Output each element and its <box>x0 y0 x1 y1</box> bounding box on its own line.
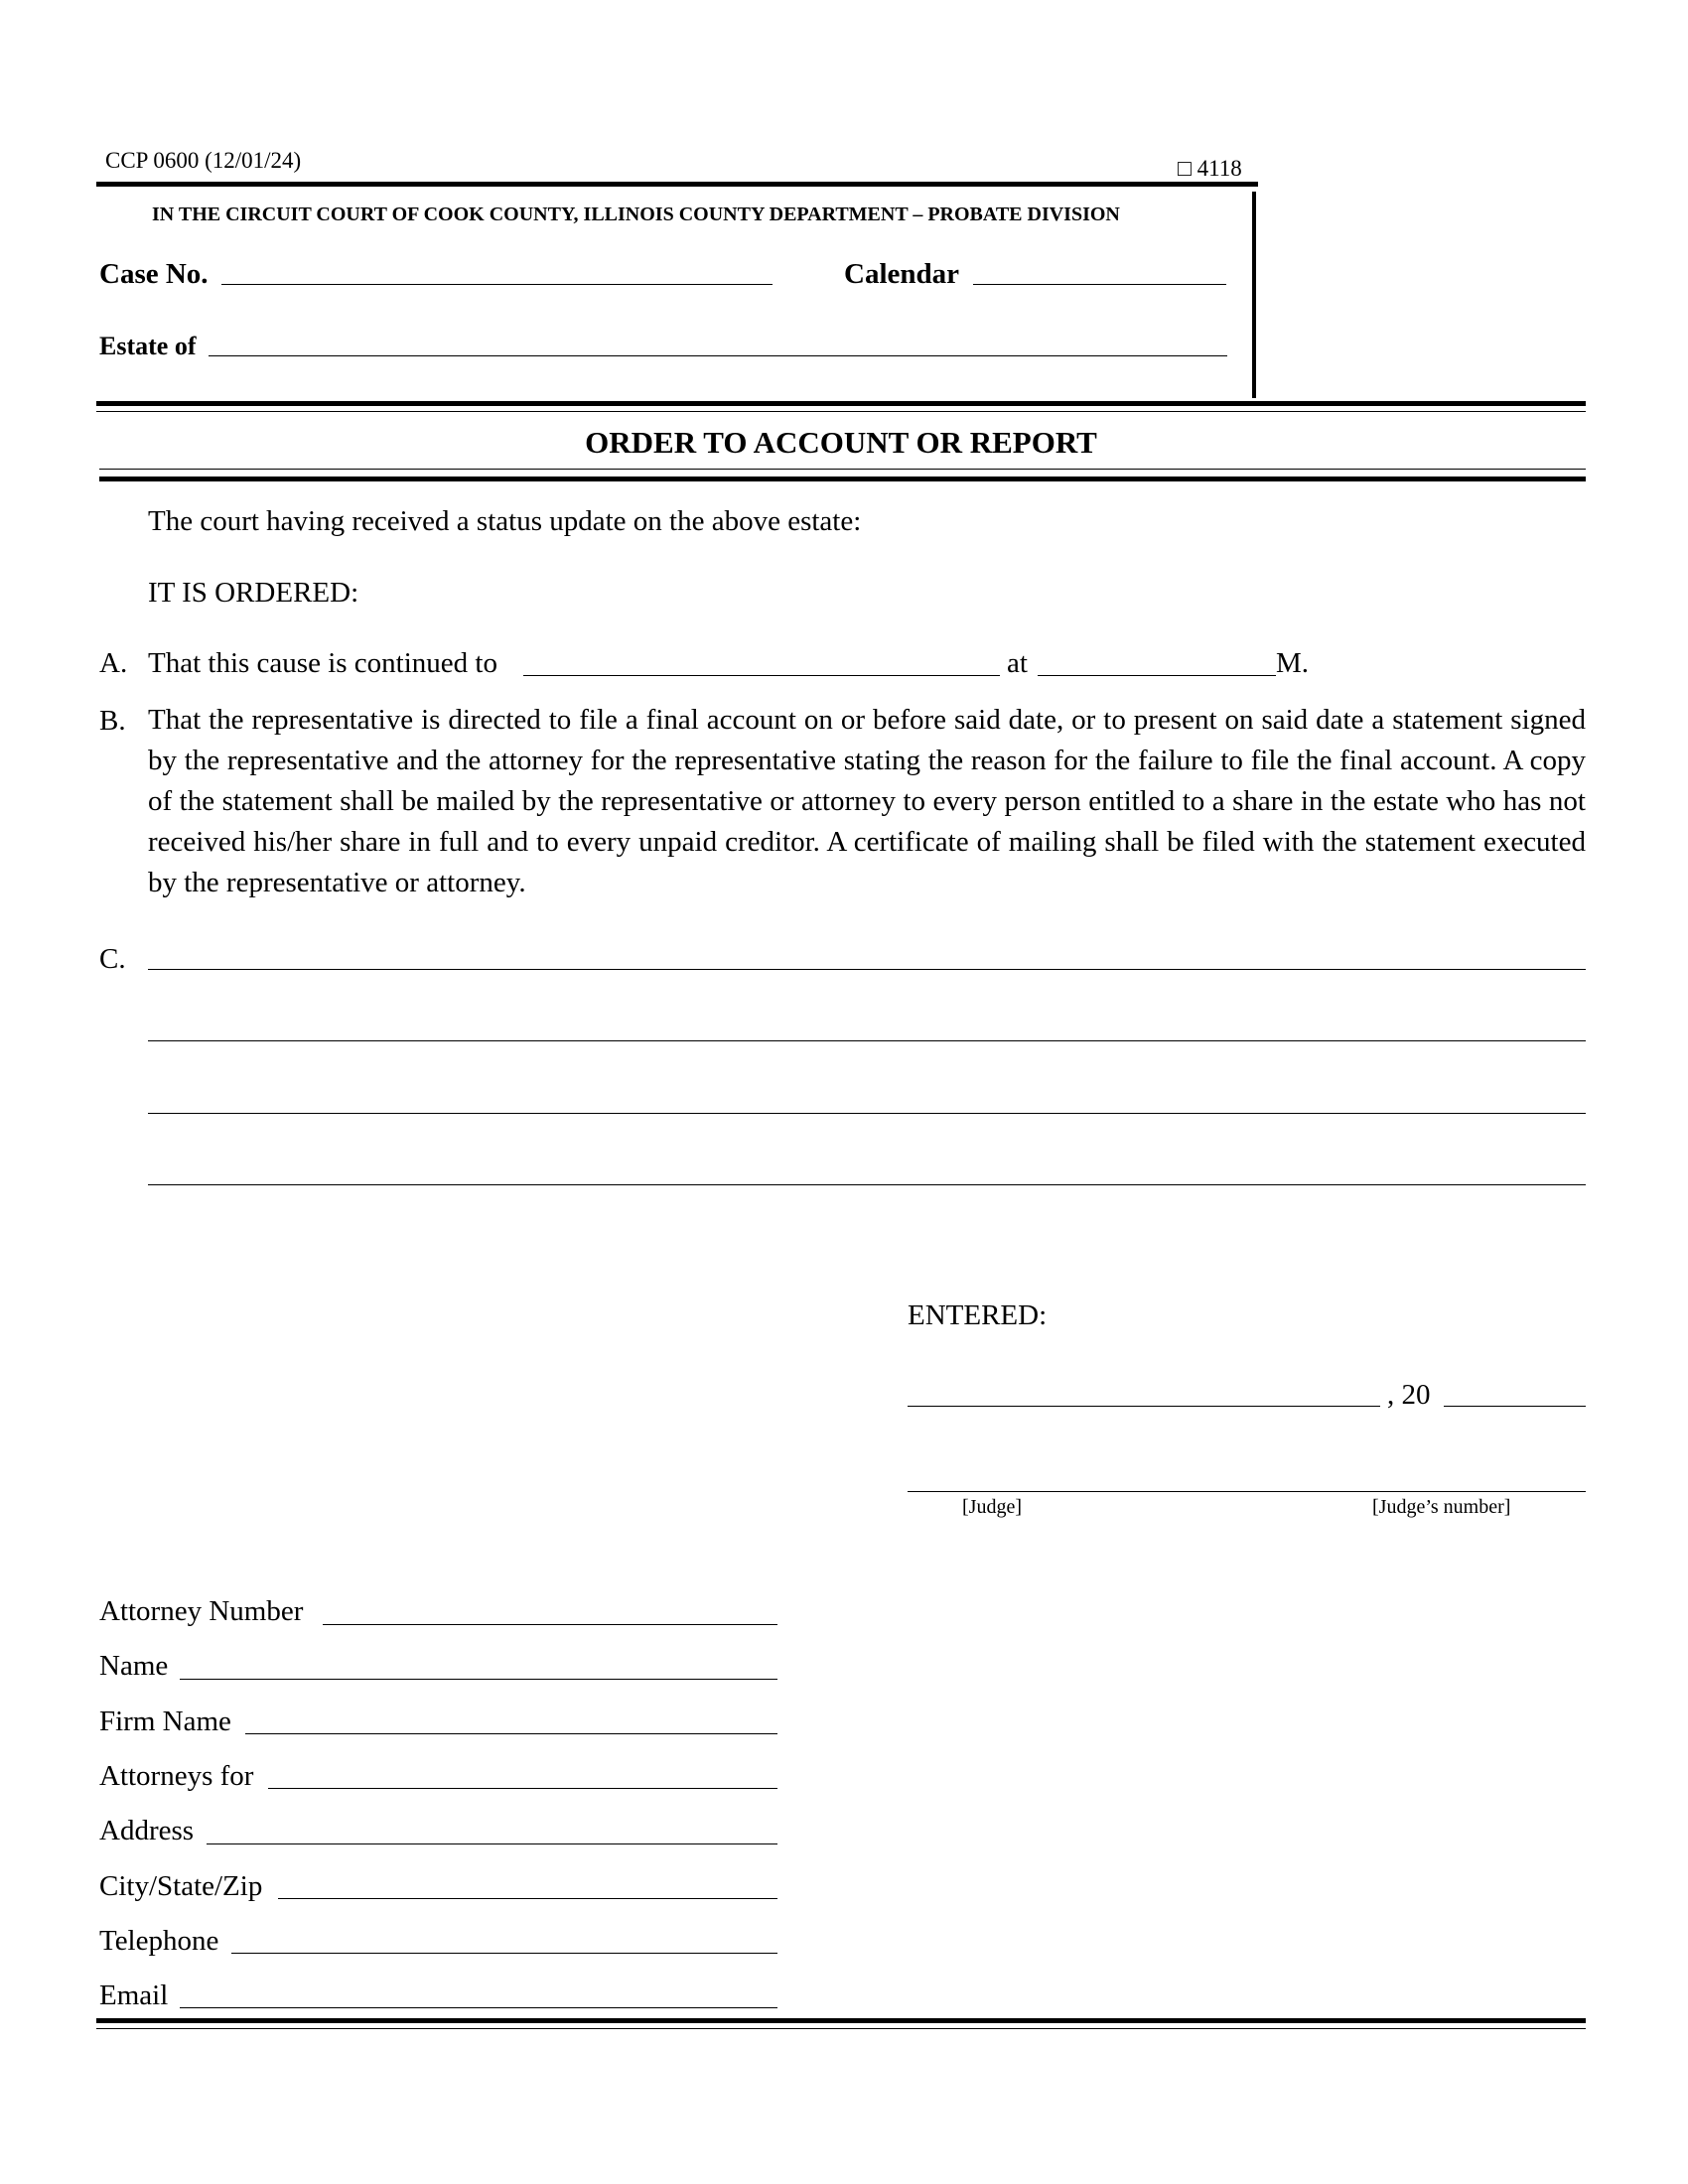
city-state-zip-label: City/State/Zip <box>99 1870 263 1902</box>
judge-number-label: [Judge’s number] <box>1372 1496 1511 1518</box>
attorneys-for-label: Attorneys for <box>99 1760 254 1792</box>
entered-date-field[interactable] <box>908 1406 1380 1407</box>
header-box-right-rule <box>1252 192 1256 398</box>
title-top-rule-thick <box>96 401 1586 406</box>
address-label: Address <box>99 1815 195 1846</box>
footer-rule-thin <box>96 2028 1586 2029</box>
city-state-zip-field[interactable] <box>278 1898 777 1899</box>
it-is-ordered: IT IS ORDERED: <box>148 577 359 609</box>
firm-name-label: Firm Name <box>99 1706 231 1737</box>
estate-of-label: Estate of <box>99 332 197 360</box>
item-b-marker: B. <box>99 705 126 737</box>
case-no-label: Case No. <box>99 258 209 290</box>
estate-of-field[interactable] <box>209 355 1227 356</box>
item-a-at: at <box>1007 647 1028 679</box>
item-a-marker: A. <box>99 647 128 679</box>
continued-date-field[interactable] <box>523 675 1000 676</box>
footer-rule-thick <box>96 2018 1586 2023</box>
firm-name-field[interactable] <box>245 1733 777 1734</box>
title-bottom-rule-thick <box>99 477 1586 481</box>
address-field[interactable] <box>207 1843 777 1844</box>
email-field[interactable] <box>180 2007 777 2008</box>
form-number-checkbox[interactable] <box>1178 156 1242 182</box>
item-c-line-2[interactable] <box>148 1040 1586 1041</box>
item-a-m: M. <box>1276 647 1310 679</box>
entered-label: ENTERED: <box>908 1299 1048 1331</box>
item-a-text: That this cause is continued to <box>148 647 497 679</box>
checkbox-icon[interactable]: □ <box>1178 156 1192 181</box>
attorneys-for-field[interactable] <box>268 1788 777 1789</box>
judge-label: [Judge] <box>962 1496 1022 1518</box>
item-c-line-4[interactable] <box>148 1184 1586 1185</box>
continued-time-field[interactable] <box>1038 675 1276 676</box>
intro-text: The court having received a status update on the above estate: <box>148 505 862 537</box>
item-c-line-1[interactable] <box>148 969 1586 970</box>
calendar-label: Calendar <box>844 258 959 290</box>
page-title: ORDER TO ACCOUNT OR REPORT <box>585 425 1097 460</box>
header-box-top-rule <box>96 182 1258 187</box>
title-bottom-rule-thin <box>99 469 1586 470</box>
case-no-field[interactable] <box>221 284 773 285</box>
form-number: 4118 <box>1196 156 1242 181</box>
entered-year-field[interactable] <box>1444 1406 1586 1407</box>
attorney-number-label: Attorney Number <box>99 1595 304 1627</box>
court-heading: IN THE CIRCUIT COURT OF COOK COUNTY, ILLINOIS COUNTY DEPARTMENT – PROBATE DIVISION <box>152 204 1120 225</box>
telephone-label: Telephone <box>99 1925 219 1957</box>
name-label: Name <box>99 1650 169 1682</box>
calendar-field[interactable] <box>973 284 1226 285</box>
form-code: CCP 0600 (12/01/24) <box>105 148 302 173</box>
name-field[interactable] <box>180 1679 777 1680</box>
email-label: Email <box>99 1979 169 2011</box>
judge-signature-field[interactable] <box>908 1491 1586 1492</box>
item-c-marker: C. <box>99 943 126 975</box>
telephone-field[interactable] <box>231 1953 777 1954</box>
item-c-line-3[interactable] <box>148 1113 1586 1114</box>
item-b-text: That the representative is directed to file a final account on or before said date, or to present on said date a statement signed by the representative and the attorney for the representative stating the reason for the failure to file the final account. A copy of the statement shall be mailed by the representative or attorney to every person entitled to a share in the estate who has not received his/her share in full and to every unpaid creditor. A certificate of mailing shall be filed with the statement executed by the representative or attorney. <box>148 704 1586 898</box>
attorney-number-field[interactable] <box>323 1624 777 1625</box>
year-prefix: , 20 <box>1387 1379 1431 1411</box>
title-top-rule-thin <box>96 411 1586 412</box>
